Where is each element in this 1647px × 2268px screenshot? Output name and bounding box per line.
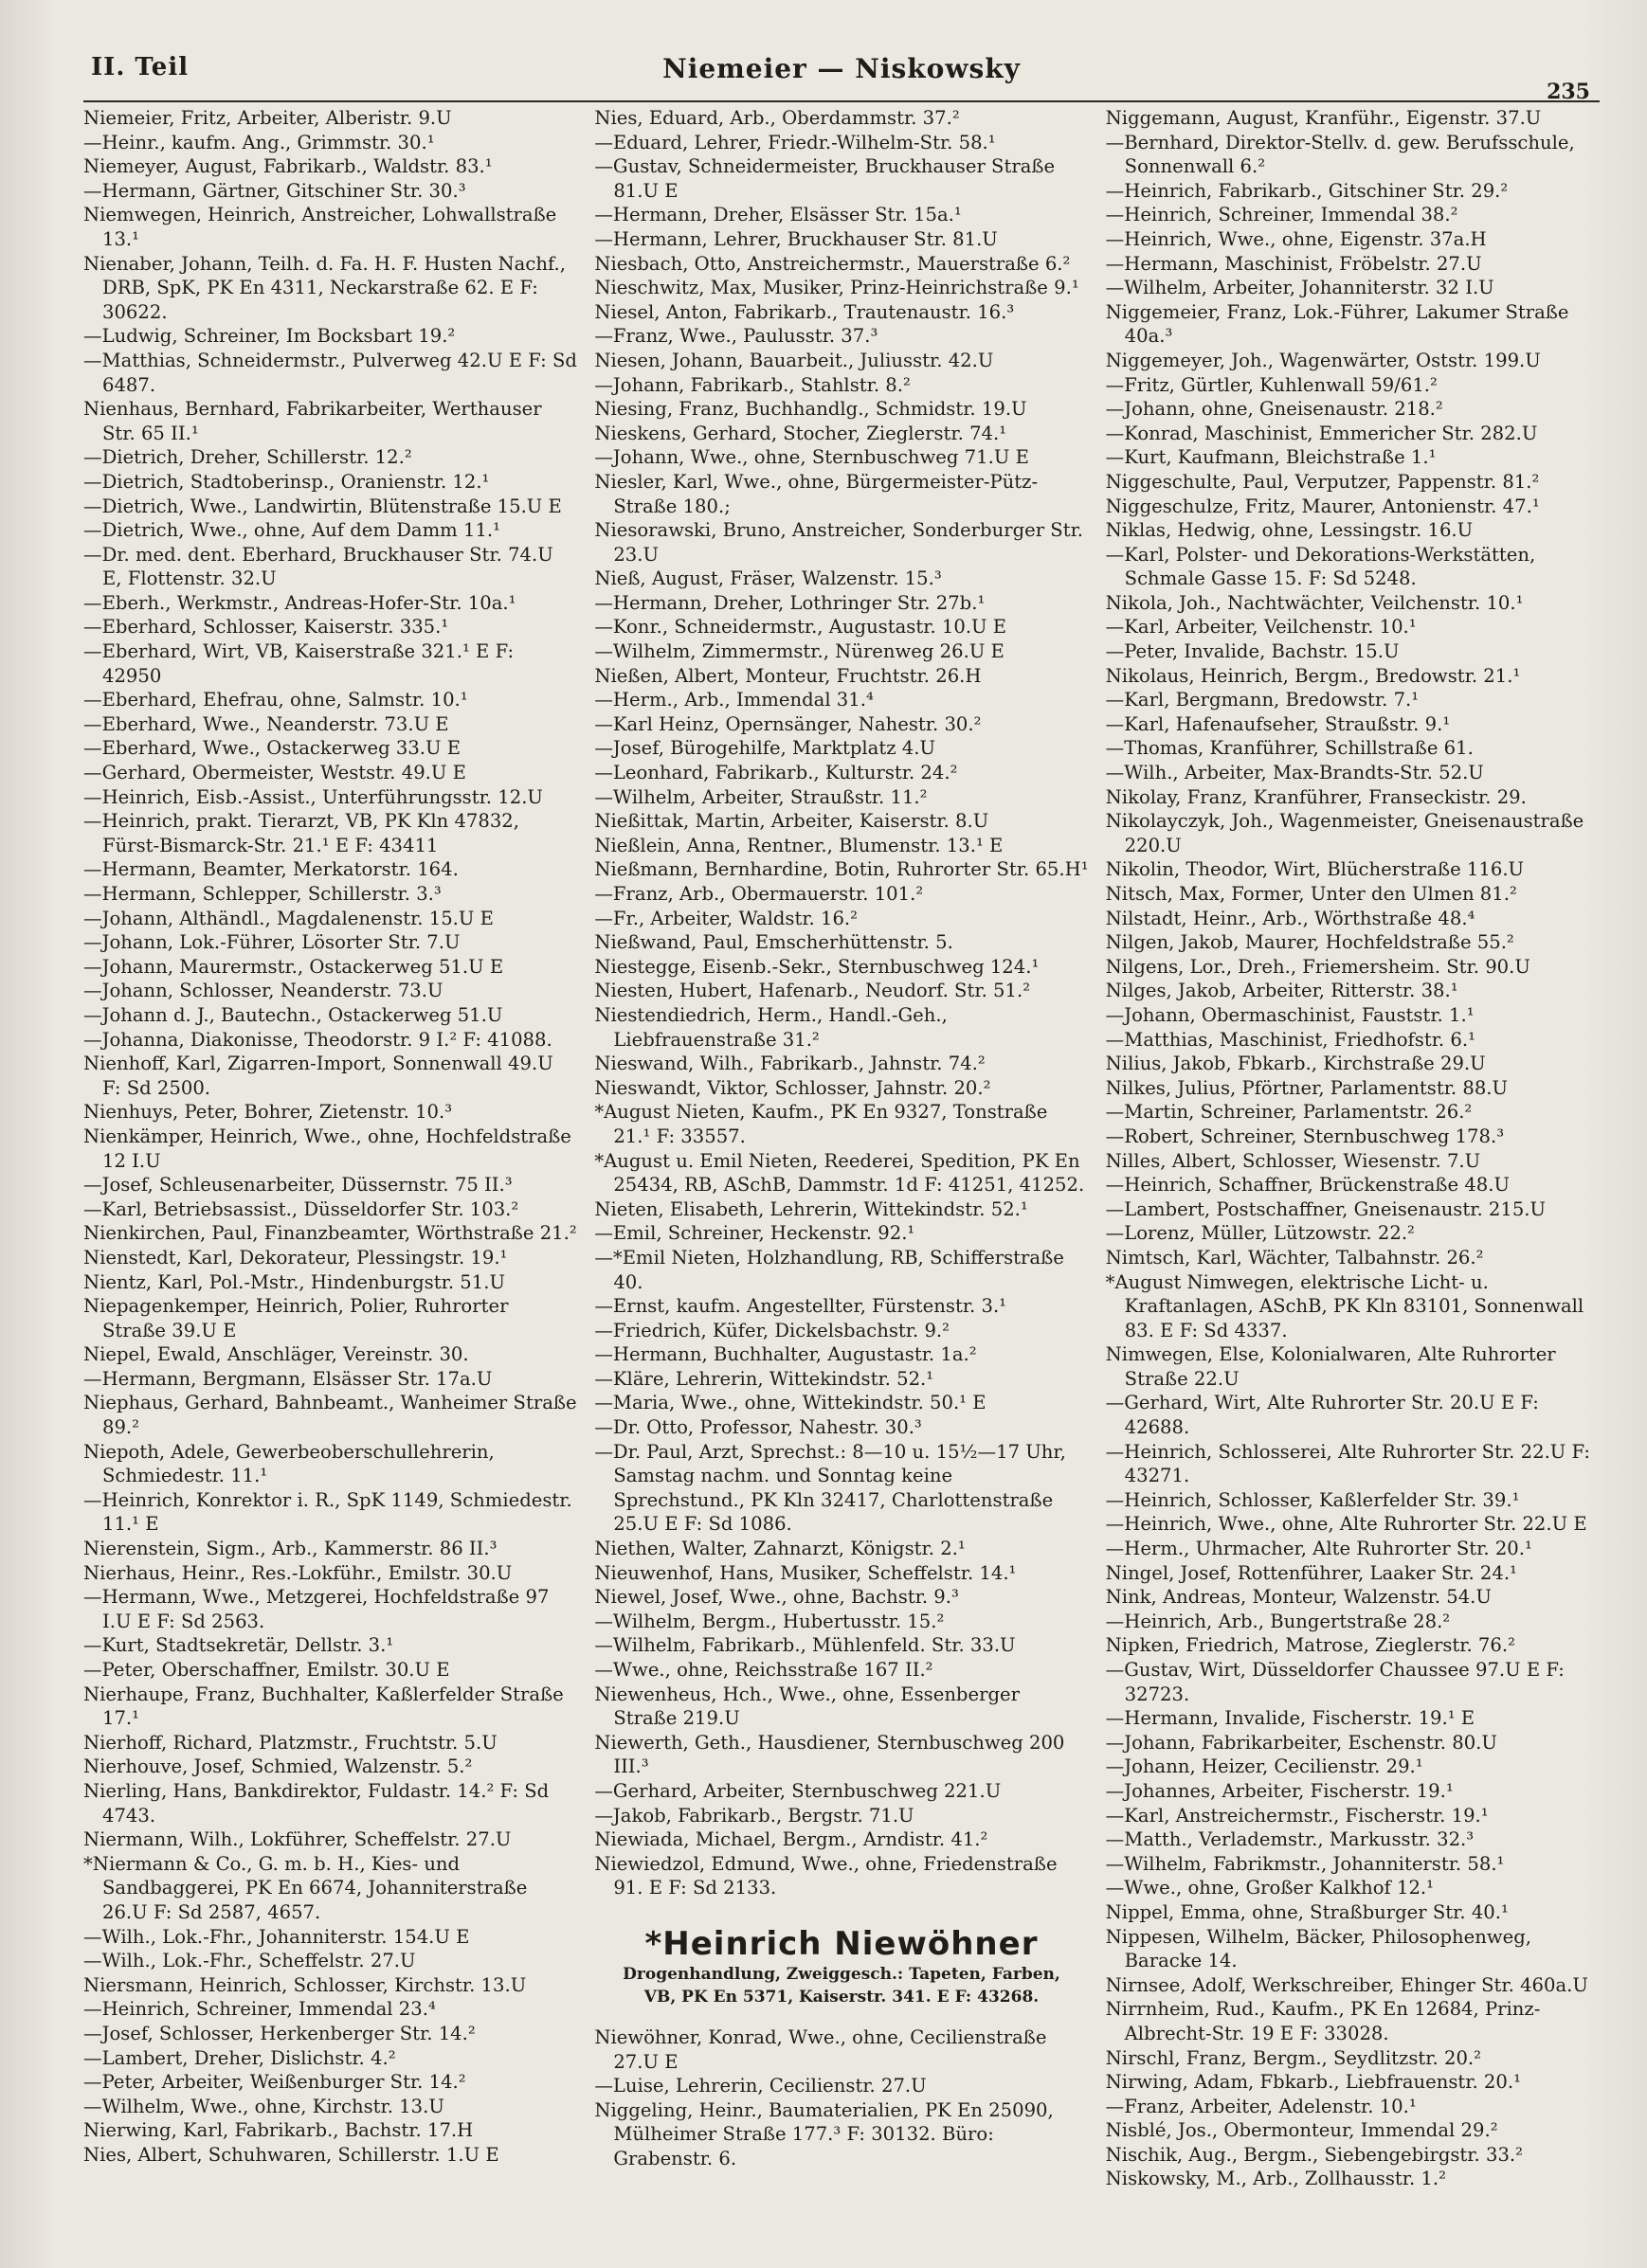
directory-entry: —Ernst, kaufm. Angestellter, Fürstenstr. 3.¹ bbox=[594, 1295, 1007, 1318]
directory-entry: —Hermann, Maschinist, Fröbelstr. 27.U bbox=[1105, 252, 1482, 275]
directory-entry: —Eberhard, Wwe., Neanderstr. 73.U E bbox=[83, 712, 449, 735]
directory-entry: *Niermann & Co., G. m. b. H., Kies- und Sandbaggerei, PK En 6674, Johanniterstraße 26.U F: Sd 2587, 4657. bbox=[83, 1852, 528, 1923]
directory-entry: —Hermann, Dreher, Elsässer Str. 15a.¹ bbox=[594, 204, 962, 226]
directory-entry: —Wwe., ohne, Reichsstraße 167 II.² bbox=[594, 1659, 933, 1681]
directory-entry: Nienaber, Johann, Teilh. d. Fa. H. F. Husten Nachf., DRB, SpK, PK En 4311, Neckarstraße 62. E F: 30622. bbox=[83, 252, 566, 323]
directory-entry: Niemwegen, Heinrich, Anstreicher, Lohwallstraße 13.¹ bbox=[83, 204, 557, 250]
directory-entry: Niesel, Anton, Fabrikarb., Trautenaustr. 16.³ bbox=[594, 300, 1015, 323]
directory-entry: —Matthias, Maschinist, Friedhofstr. 6.¹ bbox=[1105, 1028, 1475, 1051]
directory-entry: Niewel, Josef, Wwe., ohne, Bachstr. 9.³ bbox=[594, 1586, 959, 1609]
directory-entry: —Karl, Arbeiter, Veilchenstr. 10.¹ bbox=[1105, 616, 1417, 639]
directory-entry: —Emil, Schreiner, Heckenstr. 92.¹ bbox=[594, 1222, 915, 1245]
directory-entry: —Eberhard, Schlosser, Kaiserstr. 335.¹ bbox=[83, 616, 449, 639]
directory-entry: Niewiedzol, Edmund, Wwe., ohne, Friedenstraße 91. E F: Sd 2133. bbox=[594, 1852, 1058, 1899]
directory-entry: Nierenstein, Sigm., Arb., Kammerstr. 86 II.³ bbox=[83, 1538, 498, 1560]
directory-entry: —Johanna, Diakonisse, Theodorstr. 9 I.² F: 41088. bbox=[83, 1028, 552, 1051]
section-label: II. Teil bbox=[91, 53, 190, 81]
directory-entry: —Heinrich, Wwe., ohne, Eigenstr. 37a.H bbox=[1105, 227, 1487, 250]
directory-entry: —Matth., Verlademstr., Markusstr. 32.³ bbox=[1105, 1828, 1475, 1851]
directory-entry: Nimtsch, Karl, Wächter, Talbahnstr. 26.² bbox=[1105, 1246, 1484, 1269]
directory-entry: Niestendiedrich, Herm., Handl.-Geh., Liebfrauenstraße 31.² bbox=[594, 1003, 948, 1051]
directory-entry: Nierwing, Karl, Fabrikarb., Bachstr. 17.H bbox=[83, 2119, 474, 2142]
directory-entry: —Heinrich, Schreiner, Immendal 23.⁴ bbox=[83, 1998, 436, 2021]
directory-entry: Nisblé, Jos., Obermonteur, Immendal 29.² bbox=[1105, 2119, 1498, 2142]
directory-entry: —Franz, Arb., Obermauerstr. 101.² bbox=[594, 883, 924, 905]
directory-entry: —Johann, ohne, Gneisenaustr. 218.² bbox=[1105, 398, 1443, 421]
directory-entry: Nikolaus, Heinrich, Bergm., Bredowstr. 21.¹ bbox=[1105, 664, 1521, 687]
directory-entry: —Wilhelm, Arbeiter, Johanniterstr. 32 I.U bbox=[1105, 277, 1494, 299]
alphabetic-range: Niemeier — Niskowsky bbox=[662, 53, 1021, 84]
directory-entry: Nieuwenhof, Hans, Musiker, Scheffelstr. 14.¹ bbox=[594, 1561, 1017, 1584]
directory-entry: —Wilhelm, Zimmermstr., Nürenweg 26.U E bbox=[594, 640, 1004, 663]
directory-entry: Nirrnheim, Rud., Kaufm., PK En 12684, Prinz-Albrecht-Str. 19 E F: 33028. bbox=[1105, 1998, 1541, 2044]
page-number: 235 bbox=[1547, 80, 1590, 104]
directory-entry: —Hermann, Lehrer, Bruckhauser Str. 81.U bbox=[594, 227, 998, 250]
directory-entry: —Heinrich, Schlosser, Kaßlerfelder Str. 39.¹ bbox=[1105, 1488, 1520, 1511]
directory-entry: Nieß, August, Fräser, Walzenstr. 15.³ bbox=[594, 567, 942, 590]
directory-entry: Nies, Albert, Schuhwaren, Schillerstr. 1.U E bbox=[83, 2143, 499, 2166]
directory-entry: —Johann, Fabrikarbeiter, Eschenstr. 80.U bbox=[1105, 1731, 1497, 1754]
directory-entry: —Lorenz, Müller, Lützowstr. 22.² bbox=[1105, 1222, 1415, 1245]
directory-entry: —Konr., Schneidermstr., Augustastr. 10.U E bbox=[594, 616, 1007, 639]
ad-line-1: Drogenhandlung, Zweiggesch.: Tapeten, Farben, bbox=[623, 1964, 1060, 1984]
directory-entry: Ningel, Josef, Rottenführer, Laaker Str. 24.¹ bbox=[1105, 1561, 1517, 1584]
directory-entry: —Johann, Wwe., ohne, Sternbuschweg 71.U E bbox=[594, 446, 1029, 469]
directory-entry: —Eberhard, Wwe., Ostackerweg 33.U E bbox=[83, 737, 462, 760]
directory-entry: Niewiada, Michael, Bergm., Arndistr. 41.² bbox=[594, 1828, 988, 1851]
directory-entry: Nierhouve, Josef, Schmied, Walzenstr. 5.² bbox=[83, 1755, 473, 1778]
directory-entry: —Josef, Schleusenarbeiter, Düssernstr. 75 II.³ bbox=[83, 1174, 513, 1197]
directory-entry: Nießlein, Anna, Rentner., Blumenstr. 13.¹ E bbox=[594, 834, 1004, 856]
directory-entry: Nilstadt, Heinr., Arb., Wörthstraße 48.⁴ bbox=[1105, 907, 1475, 929]
directory-entry: —Eberhard, Ehefrau, ohne, Salmstr. 10.¹ bbox=[83, 689, 468, 711]
directory-entry: Nippesen, Wilhelm, Bäcker, Philosophenweg, Baracke 14. bbox=[1105, 1925, 1532, 1972]
directory-entry: Niklas, Hedwig, ohne, Lessingstr. 16.U bbox=[1105, 519, 1474, 542]
directory-entry: Nierhaus, Heinr., Res.-Lokführ., Emilstr. 30.U bbox=[83, 1561, 513, 1584]
directory-entry: Niewöhner, Konrad, Wwe., ohne, Cecilienstraße 27.U E bbox=[594, 2025, 1047, 2073]
directory-entry: —Lambert, Dreher, Dislichstr. 4.² bbox=[83, 2046, 396, 2069]
directory-entry: Niesing, Franz, Buchhandlg., Schmidstr. 19.U bbox=[594, 398, 1027, 421]
directory-entry: *August Nimwegen, elektrische Licht- u. Kraftanlagen, ASchB, PK Kln 83101, Sonnenwall 83. E F: Sd 4337. bbox=[1105, 1270, 1584, 1341]
directory-entry: —Gerhard, Wirt, Alte Ruhrorter Str. 20.U E F: 42688. bbox=[1105, 1392, 1539, 1439]
directory-entry: Niermann, Wilh., Lokführer, Scheffelstr. 27.U bbox=[83, 1828, 512, 1851]
directory-entry: —Johann, Lok.-Führer, Lösorter Str. 7.U bbox=[83, 931, 461, 954]
directory-entry: —Karl, Bergmann, Bredowstr. 7.¹ bbox=[1105, 689, 1420, 711]
directory-entry: Nießittak, Martin, Arbeiter, Kaiserstr. 8.U bbox=[594, 810, 989, 833]
directory-entry: —Herm., Uhrmacher, Alte Ruhrorter Str. 20.¹ bbox=[1105, 1538, 1532, 1560]
directory-entry: Nimwegen, Else, Kolonialwaren, Alte Ruhrorter Straße 22.U bbox=[1105, 1343, 1556, 1390]
directory-entry: —Karl, Betriebsassist., Düsseldorfer Str. 103.² bbox=[83, 1197, 519, 1220]
directory-entry: —Dietrich, Stadtoberinsp., Oranienstr. 12.¹ bbox=[83, 470, 490, 493]
directory-entry: —Heinrich, Wwe., ohne, Alte Ruhrorter Str. 22.U E bbox=[1105, 1513, 1587, 1536]
directory-entry: —Heinr., kaufm. Ang., Grimmstr. 30.¹ bbox=[83, 131, 435, 153]
directory-entry: —Heinrich, Schlosserei, Alte Ruhrorter Str. 22.U F: 43271. bbox=[1105, 1440, 1591, 1487]
directory-entry: Niesten, Hubert, Hafenarb., Neudorf. Str. 51.² bbox=[594, 980, 1031, 1002]
directory-entry: —Kurt, Stadtsekretär, Dellstr. 3.¹ bbox=[83, 1634, 394, 1657]
directory-entry: —Dietrich, Wwe., Landwirtin, Blütenstraße 15.U E bbox=[83, 495, 562, 517]
directory-entry: —Karl, Polster- und Dekorations-Werkstätten, Schmale Gasse 15. F: Sd 5248. bbox=[1105, 543, 1536, 590]
directory-entry: Nienkämper, Heinrich, Wwe., ohne, Hochfeldstraße 12 I.U bbox=[83, 1125, 571, 1172]
directory-entry: —Kurt, Kaufmann, Bleichstraße 1.¹ bbox=[1105, 446, 1437, 469]
directory-entry: —Johann, Heizer, Cecilienstr. 29.¹ bbox=[1105, 1755, 1423, 1778]
directory-entry: —Dr. Paul, Arzt, Sprechst.: 8—10 u. 15½—17 Uhr, Samstag nachm. und Sonntag keine Sprechstund., PK Kln 32417, Charlottenstraße 25.U E F: Sd 1086. bbox=[594, 1440, 1066, 1536]
directory-entry: Niepoth, Adele, Gewerbeoberschullehrerin, Schmiedestr. 11.¹ bbox=[83, 1440, 495, 1487]
directory-entry: Nientz, Karl, Pol.-Mstr., Hindenburgstr. 51.U bbox=[83, 1270, 505, 1293]
directory-entry: Niesen, Johann, Bauarbeit., Juliusstr. 42.U bbox=[594, 349, 994, 371]
directory-entry: Niesler, Karl, Wwe., ohne, Bürgermeister-Pütz-Straße 180.; bbox=[594, 470, 1039, 517]
directory-entry: —Dietrich, Wwe., ohne, Auf dem Damm 11.¹ bbox=[83, 519, 500, 542]
directory-entry: —Konrad, Maschinist, Emmericher Str. 282.U bbox=[1105, 422, 1538, 444]
directory-entry: Niggemeier, Franz, Lok.-Führer, Lakumer Straße 40a.³ bbox=[1105, 300, 1569, 348]
directory-entry: Nirschl, Franz, Bergm., Seydlitzstr. 20.² bbox=[1105, 2046, 1481, 2069]
directory-entry: —Franz, Wwe., Paulusstr. 37.³ bbox=[594, 325, 878, 348]
directory-entry: Nikolay, Franz, Kranführer, Franseckistr. 29. bbox=[1105, 785, 1527, 808]
column-1 bbox=[83, 106, 577, 2266]
directory-entry: Nießwand, Paul, Emscherhüttenstr. 5. bbox=[594, 931, 953, 954]
directory-entry: Nießen, Albert, Monteur, Fruchtstr. 26.H bbox=[594, 664, 982, 687]
directory-entry: Nienhuys, Peter, Bohrer, Zietenstr. 10.³ bbox=[83, 1101, 453, 1124]
directory-entry: Nienhoff, Karl, Zigarren-Import, Sonnenwall 49.U F: Sd 2500. bbox=[83, 1053, 553, 1099]
directory-entry: —Wilhelm, Arbeiter, Straußstr. 11.² bbox=[594, 785, 928, 808]
directory-entry: Niestegge, Eisenb.-Sekr., Sternbuschweg 124.¹ bbox=[594, 955, 1040, 978]
directory-entry: Nilkes, Julius, Pförtner, Parlamentstr. 88.U bbox=[1105, 1076, 1509, 1099]
directory-entry: —Dr. med. dent. Eberhard, Bruckhauser Str. 74.U E, Flottenstr. 32.U bbox=[83, 543, 553, 590]
directory-entry: —Fr., Arbeiter, Waldstr. 16.² bbox=[594, 907, 859, 929]
directory-entry: —Johann d. J., Bautechn., Ostackerweg 51.U bbox=[83, 1003, 503, 1026]
directory-entry: —Hermann, Gärtner, Gitschiner Str. 30.³ bbox=[83, 179, 466, 202]
directory-entry: —Peter, Oberschaffner, Emilstr. 30.U E bbox=[83, 1659, 450, 1681]
directory-entry: —Hermann, Schlepper, Schillerstr. 3.³ bbox=[83, 883, 442, 905]
directory-entry: —Wilh., Lok.-Fhr., Scheffelstr. 27.U bbox=[83, 1950, 416, 1972]
directory-entry: —Thomas, Kranführer, Schillstraße 61. bbox=[1105, 737, 1474, 760]
directory-entry: —Johann, Obermaschinist, Fauststr. 1.¹ bbox=[1105, 1003, 1475, 1026]
directory-entry: Nirnsee, Adolf, Werkschreiber, Ehinger Str. 460a.U bbox=[1105, 1973, 1588, 1996]
directory-entry: —Johann, Schlosser, Neanderstr. 73.U bbox=[83, 980, 443, 1002]
directory-entry: —Johann, Maurermstr., Ostackerweg 51.U E bbox=[83, 955, 504, 978]
directory-entry: Nierhoff, Richard, Platzmstr., Fruchtstr. 5.U bbox=[83, 1731, 498, 1754]
directory-entry: Nierhaupe, Franz, Buchhalter, Kaßlerfelder Straße 17.¹ bbox=[83, 1683, 564, 1730]
directory-entry: —Wilhelm, Fabrikarb., Mühlenfeld. Str. 33.U bbox=[594, 1634, 1016, 1657]
directory-entry: Nieswandt, Viktor, Schlosser, Jahnstr. 20.² bbox=[594, 1076, 991, 1099]
directory-entry: Nilius, Jakob, Fbkarb., Kirchstraße 29.U bbox=[1105, 1053, 1486, 1075]
directory-entry: Nischik, Aug., Bergm., Siebengebirgstr. 33.² bbox=[1105, 2143, 1523, 2166]
directory-entry: Niggeschulze, Fritz, Maurer, Antonienstr. 47.¹ bbox=[1105, 495, 1540, 517]
directory-entry: Nieswand, Wilh., Fabrikarb., Jahnstr. 74.² bbox=[594, 1053, 986, 1075]
directory-entry: —Matthias, Schneidermstr., Pulverweg 42.U E F: Sd 6487. bbox=[83, 349, 577, 396]
directory-entry: Nipken, Friedrich, Matrose, Zieglerstr. 76.² bbox=[1105, 1634, 1515, 1657]
directory-entry: Nirwing, Adam, Fbkarb., Liebfrauenstr. 20.¹ bbox=[1105, 2071, 1521, 2094]
directory-entry: —Heinrich, Konrektor i. R., SpK 1149, Schmiedestr. 11.¹ E bbox=[83, 1488, 572, 1536]
directory-entry: Nieskens, Gerhard, Stocher, Zieglerstr. 74.¹ bbox=[594, 422, 1007, 444]
directory-entry: —Johann, Fabrikarb., Stahlstr. 8.² bbox=[594, 373, 911, 396]
directory-entry: Nikolin, Theodor, Wirt, Blücherstraße 116.U bbox=[1105, 858, 1525, 881]
directory-entry: —Wilhelm, Fabrikmstr., Johanniterstr. 58.¹ bbox=[1105, 1852, 1505, 1875]
directory-entry: —*Emil Nieten, Holzhandlung, RB, Schifferstraße 40. bbox=[594, 1246, 1064, 1293]
directory-entry: Niesorawski, Bruno, Anstreicher, Sonderburger Str. 23.U bbox=[594, 519, 1084, 566]
directory-entry: Nikola, Joh., Nachtwächter, Veilchenstr. 10.¹ bbox=[1105, 591, 1524, 614]
directory-entry: Niemeyer, August, Fabrikarb., Waldstr. 83.¹ bbox=[83, 155, 493, 178]
directory-entry: Nießmann, Bernhardine, Botin, Ruhrorter Str. 65.H¹ bbox=[594, 858, 1089, 881]
directory-entry: —Karl Heinz, Opernsänger, Nahestr. 30.² bbox=[594, 712, 982, 735]
directory-entry: —Heinrich, Schaffner, Brückenstraße 48.U bbox=[1105, 1174, 1511, 1197]
directory-entry: —Heinrich, Fabrikarb., Gitschiner Str. 29.² bbox=[1105, 179, 1509, 202]
directory-entry: —Robert, Schreiner, Sternbuschweg 178.³ bbox=[1105, 1125, 1505, 1147]
directory-entry: —Bernhard, Direktor-Stellv. d. gew. Berufsschule, Sonnenwall 6.² bbox=[1105, 131, 1575, 178]
directory-entry: —Hermann, Buchhalter, Augustastr. 1a.² bbox=[594, 1343, 977, 1366]
directory-entry: —Karl, Hafenaufseher, Straußstr. 9.¹ bbox=[1105, 712, 1451, 735]
directory-entry: —Lambert, Postschaffner, Gneisenaustr. 215.U bbox=[1105, 1197, 1547, 1220]
column-3 bbox=[1106, 106, 1600, 2266]
directory-entry: Niggeling, Heinr., Baumaterialien, PK En 25090, Mülheimer Straße 177.³ F: 30132. Büro: Grabenstr. 6. bbox=[594, 2098, 1054, 2169]
directory-entry: —Hermann, Dreher, Lothringer Str. 27b.¹ bbox=[594, 591, 986, 614]
directory-entry: —Kläre, Lehrerin, Wittekindstr. 52.¹ bbox=[594, 1367, 934, 1390]
directory-entry: —Gustav, Wirt, Düsseldorfer Chaussee 97.U E F: 32723. bbox=[1105, 1659, 1565, 1705]
directory-entry: —Gustav, Schneidermeister, Bruckhauser Straße 81.U E bbox=[594, 155, 1056, 202]
directory-entry: Niggeschulte, Paul, Verputzer, Pappenstr. 81.² bbox=[1105, 470, 1540, 493]
directory-entry: —Peter, Invalide, Bachstr. 15.U bbox=[1105, 640, 1400, 663]
directory-entry: —Gerhard, Arbeiter, Sternbuschweg 221.U bbox=[594, 1779, 1002, 1802]
advertisement bbox=[594, 1925, 1088, 2008]
directory-entry: Nilgens, Lor., Dreh., Friemersheim. Str. 90.U bbox=[1105, 955, 1530, 978]
page-header bbox=[83, 47, 1600, 102]
directory-entry: —Wilh., Arbeiter, Max-Brandts-Str. 52.U bbox=[1105, 762, 1484, 784]
directory-entry: —Leonhard, Fabrikarb., Kulturstr. 24.² bbox=[594, 762, 958, 784]
directory-entry: *August Nieten, Kaufm., PK En 9327, Tonstraße 21.¹ F: 33557. bbox=[594, 1101, 1048, 1147]
columns bbox=[83, 106, 1600, 2266]
directory-entry: —Maria, Wwe., ohne, Wittekindstr. 50.¹ E bbox=[594, 1392, 986, 1414]
directory-entry: —Eduard, Lehrer, Friedr.-Wilhelm-Str. 58.¹ bbox=[594, 131, 996, 153]
directory-entry: —Hermann, Beamter, Merkatorstr. 164. bbox=[83, 858, 459, 881]
directory-entry: —Eberh., Werkmstr., Andreas-Hofer-Str. 10a.¹ bbox=[83, 591, 516, 614]
directory-entry: —Luise, Lehrerin, Cecilienstr. 27.U bbox=[594, 2075, 927, 2097]
directory-entry: Nienkirchen, Paul, Finanzbeamter, Wörthstraße 21.² bbox=[83, 1222, 577, 1245]
directory-entry: —Heinrich, Schreiner, Immendal 38.² bbox=[1105, 204, 1458, 226]
directory-entry: —Wilhelm, Bergm., Hubertusstr. 15.² bbox=[594, 1610, 945, 1632]
directory-entry: Niewerth, Geth., Hausdiener, Sternbuschweg 200 III.³ bbox=[594, 1731, 1065, 1778]
directory-entry: Niemeier, Fritz, Arbeiter, Alberistr. 9.U bbox=[83, 107, 452, 129]
directory-entry: Nink, Andreas, Monteur, Walzenstr. 54.U bbox=[1105, 1586, 1492, 1609]
directory-entry: —Fritz, Gürtler, Kuhlenwall 59/61.² bbox=[1105, 373, 1438, 396]
directory-entry: Nikolayczyk, Joh., Wagenmeister, Gneisenaustraße 220.U bbox=[1105, 810, 1584, 856]
directory-entry: —Friedrich, Küfer, Dickelsbachstr. 9.² bbox=[594, 1319, 950, 1341]
directory-entry: —Dr. Otto, Professor, Nahestr. 30.³ bbox=[594, 1416, 922, 1439]
directory-entry: —Karl, Anstreichermstr., Fischerstr. 19.¹ bbox=[1105, 1804, 1489, 1827]
column-2-entries bbox=[594, 106, 1088, 1900]
directory-entry: —Eberhard, Wirt, VB, Kaiserstraße 321.¹ E F: 42950 bbox=[83, 640, 515, 687]
directory-entry: —Josef, Bürogehilfe, Marktplatz 4.U bbox=[594, 737, 935, 760]
directory-entry: Nieten, Elisabeth, Lehrerin, Wittekindstr. 52.¹ bbox=[594, 1197, 1028, 1220]
directory-entry: —Peter, Arbeiter, Weißenburger Str. 14.² bbox=[83, 2071, 466, 2094]
directory-entry: Nitsch, Max, Former, Unter den Ulmen 81.² bbox=[1105, 883, 1517, 905]
directory-entry: Nippel, Emma, ohne, Straßburger Str. 40.¹ bbox=[1105, 1900, 1509, 1923]
directory-entry: —Wwe., ohne, Großer Kalkhof 12.¹ bbox=[1105, 1877, 1434, 1899]
directory-entry: Niewenheus, Hch., Wwe., ohne, Essenberger Straße 219.U bbox=[594, 1683, 1020, 1730]
directory-entry: Nies, Eduard, Arb., Oberdammstr. 37.² bbox=[594, 107, 960, 129]
directory-entry: —Jakob, Fabrikarb., Bergstr. 71.U bbox=[594, 1804, 914, 1827]
directory-entry: —Wilhelm, Wwe., ohne, Kirchstr. 13.U bbox=[83, 2095, 444, 2117]
directory-entry: —Herm., Arb., Immendal 31.⁴ bbox=[594, 689, 874, 711]
directory-entry: —Hermann, Bergmann, Elsässer Str. 17a.U bbox=[83, 1367, 493, 1390]
directory-entry: —Wilh., Lok.-Fhr., Johanniterstr. 154.U E bbox=[83, 1925, 470, 1948]
directory-entry: —Hermann, Wwe., Metzgerei, Hochfeldstraße 97 I.U E F: Sd 2563. bbox=[83, 1586, 550, 1632]
directory-entry: Niersmann, Heinrich, Schlosser, Kirchstr. 13.U bbox=[83, 1973, 527, 1996]
directory-entry: Niskowsky, M., Arb., Zollhausstr. 1.² bbox=[1105, 2168, 1446, 2190]
ad-line-2: VB, PK En 5371, Kaiserstr. 341. E F: 43268. bbox=[643, 1987, 1040, 2007]
directory-entry: —Franz, Arbeiter, Adelenstr. 10.¹ bbox=[1105, 2095, 1417, 2117]
directory-entry: Niesbach, Otto, Anstreichermstr., Mauerstraße 6.² bbox=[594, 252, 1071, 275]
directory-entry: Niggemeyer, Joh., Wagenwärter, Oststr. 199.U bbox=[1105, 349, 1541, 371]
directory-entry: —Martin, Schreiner, Parlamentstr. 26.² bbox=[1105, 1101, 1473, 1124]
directory-entry: —Ludwig, Schreiner, Im Bocksbart 19.² bbox=[83, 325, 456, 348]
directory-entry: —Dietrich, Dreher, Schillerstr. 12.² bbox=[83, 446, 412, 469]
column-2-entries-after-ad bbox=[594, 2025, 1088, 2171]
directory-entry: Niggemann, August, Kranführ., Eigenstr. 37.U bbox=[1105, 107, 1542, 129]
directory-entry: —Heinrich, Eisb.-Assist., Unterführungsstr. 12.U bbox=[83, 785, 543, 808]
directory-entry: Niethen, Walter, Zahnarzt, Königstr. 2.¹ bbox=[594, 1538, 966, 1560]
directory-entry: —Josef, Schlosser, Herkenberger Str. 14.² bbox=[83, 2022, 476, 2044]
directory-entry: Niephaus, Gerhard, Bahnbeamt., Wanheimer Straße 89.² bbox=[83, 1392, 577, 1439]
directory-entry: —Johannes, Arbeiter, Fischerstr. 19.¹ bbox=[1105, 1779, 1454, 1802]
directory-entry: —Hermann, Invalide, Fischerstr. 19.¹ E bbox=[1105, 1707, 1475, 1730]
directory-entry: Nienstedt, Karl, Dekorateur, Plessingstr. 19.¹ bbox=[83, 1246, 508, 1269]
directory-entry: Nilges, Jakob, Arbeiter, Ritterstr. 38.¹ bbox=[1105, 980, 1458, 1002]
directory-entry: *August u. Emil Nieten, Reederei, Spedition, PK En 25434, RB, ASchB, Dammstr. 1d F: 41251, 41252. bbox=[594, 1149, 1085, 1197]
directory-entry: Nierling, Hans, Bankdirektor, Fuldastr. 14.² F: Sd 4743. bbox=[83, 1779, 550, 1827]
directory-entry: —Johann, Althändl., Magdalenenstr. 15.U E bbox=[83, 907, 494, 929]
directory-entry: —Heinrich, Arb., Bungertstraße 28.² bbox=[1105, 1610, 1451, 1632]
directory-entry: —Heinrich, prakt. Tierarzt, VB, PK Kln 47832, Fürst-Bismarck-Str. 21.¹ E F: 43411 bbox=[83, 810, 520, 856]
column-2 bbox=[594, 106, 1088, 2266]
directory-entry: Nilles, Albert, Schlosser, Wiesenstr. 7.U bbox=[1105, 1149, 1481, 1172]
directory-entry: —Gerhard, Obermeister, Weststr. 49.U E bbox=[83, 762, 466, 784]
directory-entry: Niepagenkemper, Heinrich, Polier, Ruhrorter Straße 39.U E bbox=[83, 1295, 509, 1341]
directory-entry: Nienhaus, Bernhard, Fabrikarbeiter, Werthauser Str. 65 II.¹ bbox=[83, 398, 542, 444]
directory-entry: Nilgen, Jakob, Maurer, Hochfeldstraße 55.² bbox=[1105, 931, 1514, 954]
ad-company-name: *Heinrich Niewöhner bbox=[644, 1924, 1039, 1963]
directory-entry: Niepel, Ewald, Anschläger, Vereinstr. 30. bbox=[83, 1343, 469, 1366]
directory-entry: Nieschwitz, Max, Musiker, Prinz-Heinrichstraße 9.¹ bbox=[594, 277, 1079, 299]
